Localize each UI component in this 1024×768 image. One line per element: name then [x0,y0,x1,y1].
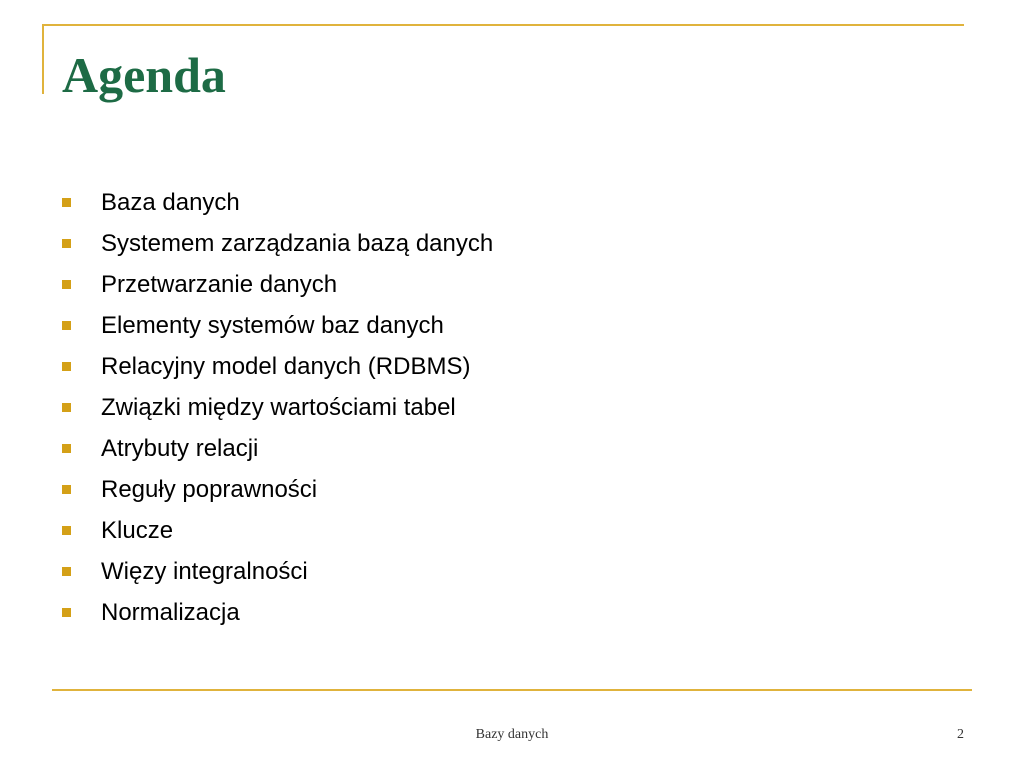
square-bullet-icon [62,444,71,453]
list-item [62,223,493,264]
page-number: 2 [957,727,964,742]
list-item-label: Atrybuty relacji [101,435,259,462]
square-bullet-icon [62,608,71,617]
list-item-label: Elementy systemów baz danych [101,312,444,339]
list-item [62,305,493,346]
footer-title: Bazy danych [475,727,549,742]
agenda-list [62,182,493,633]
square-bullet-icon [62,567,71,576]
list-item [62,346,493,387]
slide-title: Agenda [62,47,226,103]
list-item-label: Relacyjny model danych (RDBMS) [101,353,471,380]
square-bullet-icon [62,321,71,330]
list-item-label: Przetwarzanie danych [101,271,338,298]
list-item-label: Klucze [101,517,174,544]
left-border-line [42,24,44,94]
list-item [62,551,493,592]
list-item-label: Systemem zarządzania bazą danych [101,230,494,257]
list-item [62,264,493,305]
square-bullet-icon [62,485,71,494]
footer-divider [52,689,972,691]
list-item [62,592,493,633]
list-item [62,182,493,223]
list-item [62,510,493,551]
square-bullet-icon [62,239,71,248]
list-item [62,469,493,510]
list-item-label: Reguły poprawności [101,476,318,503]
list-item-label: Związki między wartościami tabel [101,394,456,421]
square-bullet-icon [62,362,71,371]
list-item-label: Normalizacja [101,599,240,626]
list-item [62,387,493,428]
square-bullet-icon [62,280,71,289]
list-item-label: Więzy integralności [101,558,308,585]
square-bullet-icon [62,403,71,412]
square-bullet-icon [62,526,71,535]
top-border-line [42,24,964,26]
square-bullet-icon [62,198,71,207]
list-item-label: Baza danych [101,189,240,216]
list-item [62,428,493,469]
